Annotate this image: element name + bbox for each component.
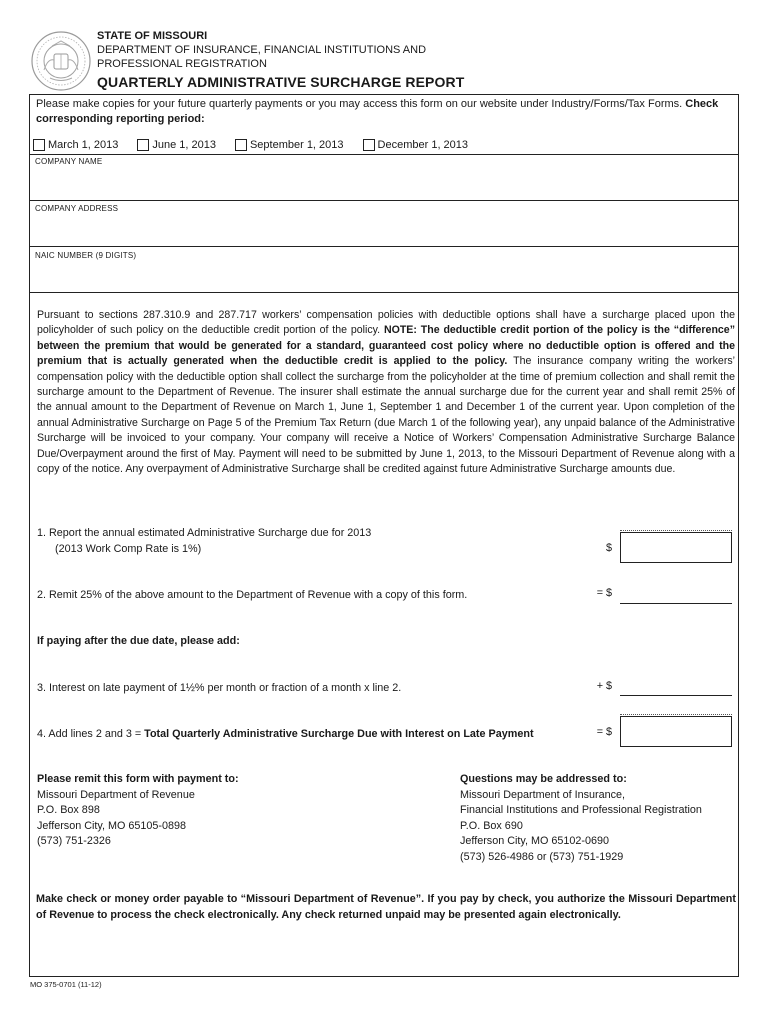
line-4-equals-dollar: = $ <box>596 726 612 738</box>
company-address-label: COMPANY ADDRESS <box>35 204 119 213</box>
divider <box>29 200 739 201</box>
questions-line: Missouri Department of Insurance, <box>460 788 626 801</box>
period-option-september[interactable] <box>235 136 344 154</box>
reporting-period-options <box>33 136 487 154</box>
line-1-dollar: $ <box>605 542 612 554</box>
questions-line: Jefferson City, MO 65102-0690 <box>460 835 610 847</box>
form-number: MO 375-0701 (11-12) <box>30 980 102 989</box>
form-title: QUARTERLY ADMINISTRATIVE SURCHARGE REPORT <box>97 74 465 90</box>
department-line-1: DEPARTMENT OF INSURANCE, FINANCIAL INSTITUTIONS AND <box>97 44 427 56</box>
checkbox[interactable] <box>235 139 247 151</box>
period-option-march[interactable] <box>33 136 118 154</box>
questions-line: Financial Institutions and Professional Registration <box>460 804 702 816</box>
checkbox[interactable] <box>137 139 149 151</box>
divider <box>29 292 739 293</box>
paragraph-part-1: Pursuant to sections 287.310.9 and 287.717 workers’ compensation policies with deductible options shall have a surcharge placed upon the policyholder of such policy on the deductible credit portion of the policy. <box>37 309 735 337</box>
note-label: NOTE: <box>383 324 417 337</box>
state-heading: STATE OF MISSOURI <box>97 30 208 42</box>
remit-line: Jefferson City, MO 65105-0898 <box>37 819 187 832</box>
line-4-total-label: Total Quarterly Administrative Surcharge Due with Interest on Late Payment <box>144 728 534 740</box>
questions-heading: Questions may be addressed to: <box>460 773 627 785</box>
questions-address-block <box>460 772 735 865</box>
intro-text <box>36 97 736 127</box>
company-name-label: COMPANY NAME <box>35 157 103 166</box>
late-payment-heading: If paying after the due date, please add: <box>37 635 240 647</box>
remit-heading: Please remit this form with payment to: <box>37 773 239 785</box>
department-line-2: PROFESSIONAL REGISTRATION <box>97 58 267 70</box>
period-label: June 1, 2013 <box>152 139 216 151</box>
missouri-state-seal-icon <box>30 30 92 92</box>
checkbox[interactable] <box>363 139 375 151</box>
remit-line: Missouri Department of Revenue <box>37 788 195 801</box>
naic-number-field[interactable] <box>30 260 738 291</box>
paragraph-part-2: The insurance company writing the workers’ compensation policy with the deductible option shall collect the surcharge from the policyholder at the time of premium collection and shall remit the surcharge amount to the Department of Revenue. The insurer shall estimate the annual surcharge due for the current year and shall remit 25% of the annual amount to the Department of Revenue on March 1, June 1, September 1 and December 1 of the current year. Upon completion of the annual Administrative Surcharge on Page 5 of the Premium Tax Return (due March 1 of the following year), any unpaid balance of the Administrative Surcharge will be invoiced to your company. Your company will receive a Notice of Workers’ Compensation Administrative Surcharge Balance Due/Overpayment around the first of May. Payment will need to be submitted by June 1, 2013, to the Missouri Department of Revenue along with a copy of the notice. Any overpayment of Administrative Surcharge shall be credited against future Administrative Surcharge amounts due. <box>37 355 736 476</box>
line-3-amount-input[interactable] <box>620 695 732 696</box>
company-address-field[interactable] <box>30 213 738 246</box>
naic-number-label: NAIC NUMBER (9 DIGITS) <box>35 251 137 260</box>
period-option-december[interactable] <box>363 136 469 154</box>
line-3-plus-dollar: + $ <box>596 680 612 692</box>
line-3-text: 3. Interest on late payment of 1½% per month or fraction of a month x line 2. <box>37 682 402 694</box>
company-name-field[interactable] <box>30 166 738 199</box>
dotted-rule <box>620 714 732 715</box>
intro-check-period: Check corresponding reporting period: <box>36 98 719 125</box>
line-1-text: 1. Report the annual estimated Administrative Surcharge due for 2013 <box>37 527 372 539</box>
period-label: December 1, 2013 <box>377 139 469 151</box>
line-1-subtext: (2013 Work Comp Rate is 1%) <box>55 543 202 555</box>
period-label: September 1, 2013 <box>249 139 344 151</box>
questions-line: (573) 526-4986 or (573) 751-1929 <box>460 850 624 863</box>
line-2-amount-input[interactable] <box>620 603 732 604</box>
period-option-june[interactable] <box>137 136 216 154</box>
checkbox[interactable] <box>33 139 45 151</box>
remit-line: P.O. Box 898 <box>37 804 100 816</box>
dotted-rule <box>620 530 732 531</box>
intro-instructions: Please make copies for your future quarterly payments or you may access this form on our website under Industry/Forms/Tax Forms. <box>36 98 683 110</box>
remit-address-block <box>37 772 367 850</box>
note-text: The deductible credit portion of the policy is the “difference” between the premium that would be generated for a standard, guaranteed cost policy where no deductible option is offered and the premium that is actually generated when the deductible credit is applied to the policy. <box>37 324 735 368</box>
line-2-text: 2. Remit 25% of the above amount to the Department of Revenue with a copy of this form. <box>37 589 468 601</box>
divider <box>29 246 739 247</box>
line-1-amount-input[interactable] <box>620 532 732 563</box>
line-4-prefix: 4. Add lines 2 and 3 = <box>37 728 145 740</box>
line-2-equals-dollar: = $ <box>596 587 612 599</box>
statute-paragraph <box>37 308 735 477</box>
divider <box>29 154 739 155</box>
payment-authorization-note: Make check or money order payable to “Missouri Department of Revenue”. If you pay by check, you authorize the Missouri Department of Revenue to process the check electronically. Any check returned unpaid may be presented again electronically. <box>36 893 736 921</box>
remit-line: (573) 751-2326 <box>37 835 111 847</box>
line-4-amount-input[interactable] <box>620 716 732 747</box>
period-label: March 1, 2013 <box>48 139 119 151</box>
questions-line: P.O. Box 690 <box>460 819 523 832</box>
line-4-text <box>37 726 534 742</box>
